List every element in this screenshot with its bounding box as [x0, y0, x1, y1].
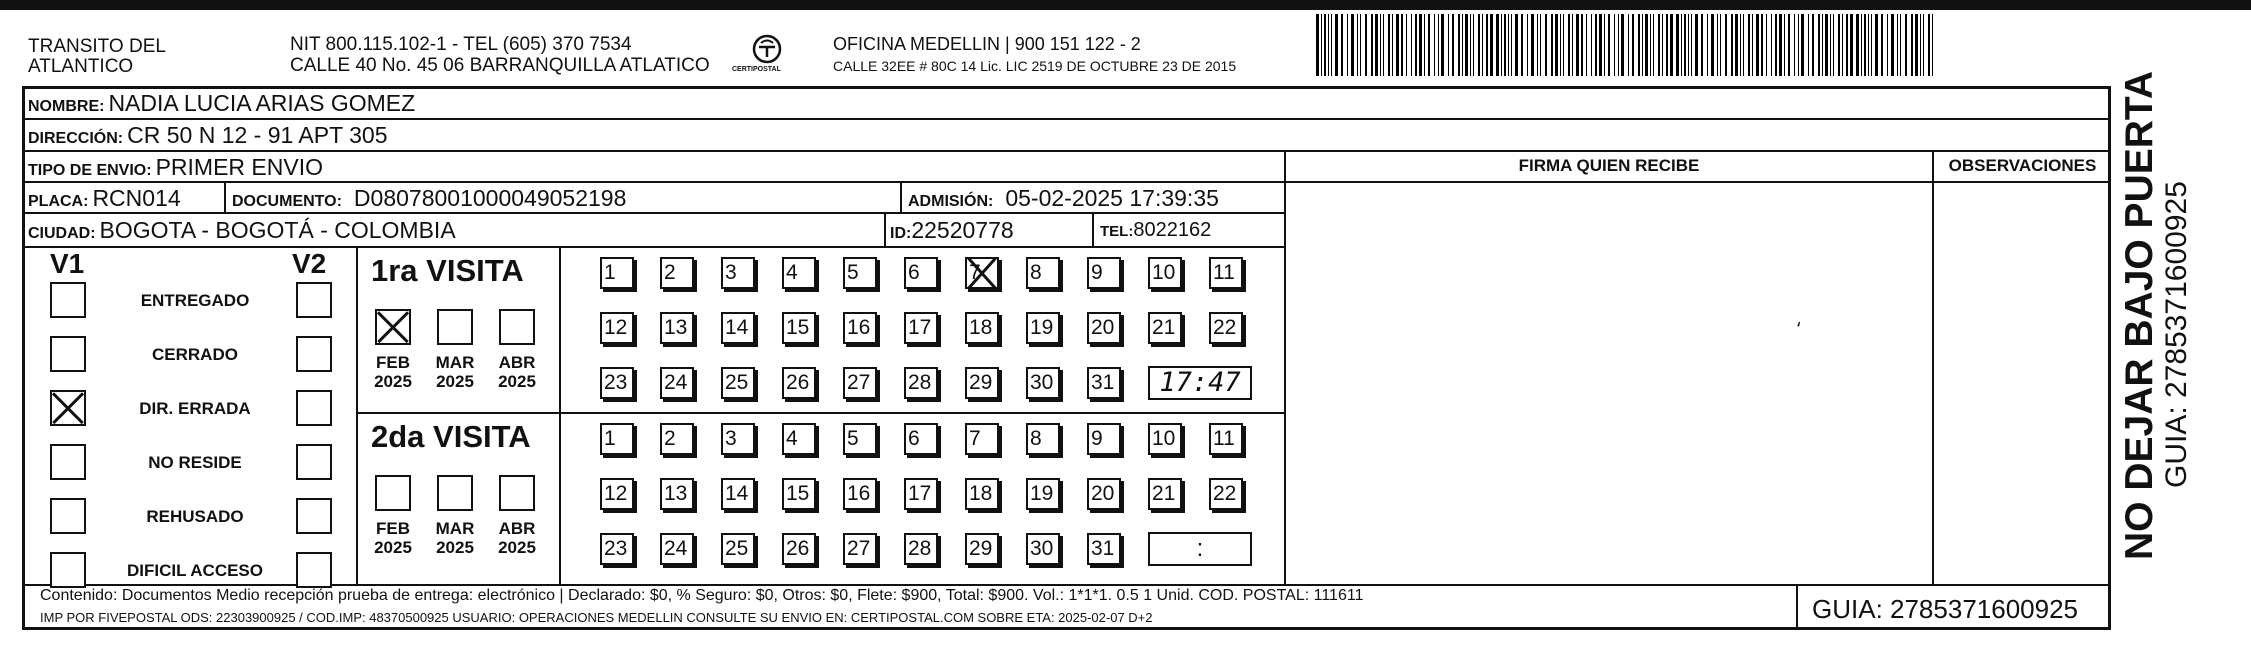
day-box[interactable]: 25 [721, 367, 755, 399]
status-label: DIFICIL ACCESO [126, 561, 263, 580]
barcode-bar [1881, 14, 1883, 76]
barcode-bar [1383, 14, 1384, 76]
day-box[interactable]: 23 [600, 533, 634, 565]
company-name-line1: TRANSITO DEL [28, 36, 166, 57]
barcode-bar [1347, 14, 1348, 76]
barcode-bar [1501, 14, 1502, 76]
barcode-bar [1628, 14, 1629, 76]
barcode-bar [1670, 14, 1673, 76]
day-box[interactable]: 7 [965, 257, 999, 289]
day-box[interactable]: 14 [721, 312, 755, 344]
barcode-bar [1720, 14, 1721, 76]
signature-mark: ⸲ [1796, 308, 1801, 328]
tel-value: 8022162 [1133, 219, 1212, 241]
day-box[interactable]: 7 [965, 423, 999, 455]
barcode-bar [1822, 14, 1823, 76]
barcode-bar [1784, 14, 1785, 76]
day-box[interactable]: 23 [600, 367, 634, 399]
day-box[interactable]: 25 [721, 533, 755, 565]
documento-cell [232, 185, 626, 212]
barcode-bar [1470, 14, 1471, 76]
v1-checkbox[interactable] [50, 498, 86, 534]
day-box[interactable]: 28 [904, 533, 938, 565]
barcode-bar [1478, 14, 1480, 76]
month-label [490, 519, 544, 557]
barcode-bar [1871, 14, 1872, 76]
barcode-bar [1808, 14, 1809, 76]
barcode-bar [1424, 14, 1425, 76]
barcode-bar [1504, 14, 1506, 76]
direccion-value: CR 50 N 12 - 91 APT 305 [127, 122, 388, 148]
barcode-bar [1411, 14, 1412, 76]
barcode-bar [1428, 14, 1430, 76]
ciudad-label: CIUDAD: [28, 225, 96, 242]
day-box[interactable]: 16 [843, 478, 877, 510]
v2-checkbox[interactable] [296, 390, 332, 426]
barcode-bar [1868, 14, 1869, 76]
day-box[interactable]: 24 [660, 533, 694, 565]
barcode-bar [1396, 14, 1399, 76]
day-box[interactable]: 3 [721, 257, 755, 289]
barcode-bar [1666, 14, 1668, 76]
office-line: OFICINA MEDELLIN | 900 151 122 - 2 [833, 34, 1141, 54]
barcode-bar [1695, 14, 1698, 76]
day-box[interactable]: 13 [660, 478, 694, 510]
barcode-bar [1798, 14, 1799, 76]
barcode-bar [1341, 14, 1343, 76]
barcode-bar [1915, 14, 1918, 76]
barcode-bar [1375, 14, 1378, 76]
barcode-bar [1801, 14, 1804, 76]
month-checkbox[interactable] [499, 309, 535, 345]
barcode-bar [1324, 14, 1326, 76]
day-box[interactable]: 31 [1087, 533, 1121, 565]
day-box[interactable]: 29 [965, 367, 999, 399]
day-box[interactable]: 15 [782, 312, 816, 344]
barcode-bar [1508, 14, 1509, 76]
day-box[interactable]: 21 [1148, 478, 1182, 510]
day-box[interactable]: 2 [660, 257, 694, 289]
v1-checkbox[interactable] [50, 282, 86, 318]
day-box[interactable]: 11 [1209, 423, 1243, 455]
day-box[interactable]: 26 [782, 367, 816, 399]
barcode-bar [1380, 14, 1381, 76]
month-year: 2025 [374, 538, 412, 557]
tipo-envio-value: PRIMER ENVIO [155, 154, 323, 180]
month-year: 2025 [498, 538, 536, 557]
barcode-bar [1658, 14, 1660, 76]
barcode-bar [1490, 14, 1493, 76]
month-year: 2025 [498, 372, 536, 391]
barcode-bar [1707, 14, 1708, 76]
barcode-bar [1711, 14, 1714, 76]
barcode-bar [1591, 14, 1592, 76]
barcode-bar [1388, 14, 1390, 76]
barcode-bar [1861, 14, 1862, 76]
barcode-bar [1604, 14, 1605, 76]
barcode-bar [1560, 14, 1561, 76]
day-box[interactable]: 17 [904, 478, 938, 510]
day-box[interactable]: 6 [904, 257, 938, 289]
v1-checkbox[interactable] [50, 390, 86, 426]
barcode-bar [1486, 14, 1488, 76]
barcode-bar [1527, 14, 1528, 76]
day-box[interactable]: 12 [600, 478, 634, 510]
ciudad-cell [28, 217, 456, 244]
barcode-bar [1511, 14, 1512, 76]
day-box[interactable]: 20 [1087, 478, 1121, 510]
month-checkbox[interactable] [499, 475, 535, 511]
barcode-bar [1415, 14, 1417, 76]
address-line: CALLE 40 No. 45 06 BARRANQUILLA ATLATICO [290, 55, 710, 76]
barcode-bar [1788, 14, 1790, 76]
barcode-bar [1743, 14, 1744, 76]
v1-checkbox[interactable] [50, 336, 86, 372]
placa-cell [28, 185, 181, 212]
month-checkbox[interactable] [437, 309, 473, 345]
day-box[interactable]: 21 [1148, 312, 1182, 344]
barcode-bar [1662, 14, 1663, 76]
day-box[interactable]: 18 [965, 312, 999, 344]
barcode-bar [1473, 14, 1474, 76]
barcode-bar [1458, 14, 1460, 76]
barcode-bar [1856, 14, 1859, 76]
day-box[interactable]: 11 [1209, 257, 1243, 289]
v2-header: V2 [292, 248, 327, 279]
guia-box: GUIA: 2785371600925 [1812, 594, 2078, 624]
day-box[interactable]: 4 [782, 257, 816, 289]
barcode-bar [1830, 14, 1831, 76]
barcode-bar [1887, 14, 1888, 76]
day-box[interactable]: 1 [600, 423, 634, 455]
barcode-bar [1748, 14, 1750, 76]
barcode-bar [1482, 14, 1483, 76]
footer-imp: IMP POR FIVEPOSTAL ODS: 22303900925 / COD.IMP: 48370500925 USUARIO: OPERACIONES MEDELLIN CONSULTE SU ENVIO EN: CERTIPOSTAL.COM SOBRE ETA: 2025-02-07 D+2 [40, 610, 1153, 625]
nombre-row [28, 90, 415, 117]
day-box[interactable]: 14 [721, 478, 755, 510]
barcode-bar [1928, 14, 1930, 76]
barcode-bar [1614, 14, 1615, 76]
month-name: FEB [376, 353, 410, 372]
day-box[interactable]: 28 [904, 367, 938, 399]
barcode-bar [1717, 14, 1718, 76]
day-box[interactable]: 9 [1087, 257, 1121, 289]
day-box[interactable]: 5 [843, 423, 877, 455]
side-warning: NO DEJAR BAJO PUERTA [2118, 70, 2161, 560]
barcode-bar [1632, 14, 1634, 76]
month-label [428, 519, 482, 557]
status-label: ENTREGADO [140, 291, 250, 310]
v1-header: V1 [50, 248, 85, 279]
day-box[interactable]: 30 [1026, 533, 1060, 565]
barcode-bar [1335, 14, 1338, 76]
month-checkbox[interactable] [375, 475, 411, 511]
month-label [366, 353, 420, 391]
day-box[interactable]: 5 [843, 257, 877, 289]
tel-cell [1100, 219, 1211, 242]
nombre-value: NADIA LUCIA ARIAS GOMEZ [108, 90, 416, 116]
side-guia: GUIA: 2785371600925 [2160, 181, 2193, 488]
barcode-bar [1515, 14, 1518, 76]
day-box[interactable]: 1 [600, 257, 634, 289]
barcode-bar [1676, 14, 1679, 76]
barcode-bar [1545, 14, 1547, 76]
barcode-bar [1891, 14, 1894, 76]
day-box[interactable]: 13 [660, 312, 694, 344]
month-checkbox[interactable] [375, 309, 411, 345]
barcode-bar [1563, 14, 1564, 76]
placa-label: PLACA: [28, 193, 89, 210]
barcode-bar [1371, 14, 1373, 76]
barcode-bar [1586, 14, 1587, 76]
barcode-bar [1842, 14, 1843, 76]
barcode-bar [1465, 14, 1468, 76]
id-label: ID: [890, 225, 912, 242]
day-box[interactable]: 10 [1148, 257, 1182, 289]
barcode-bar [1688, 14, 1689, 76]
day-box[interactable]: 19 [1026, 312, 1060, 344]
day-box[interactable]: 8 [1026, 423, 1060, 455]
barcode-bar [1850, 14, 1853, 76]
footer-contents: Contenido: Documentos Medio recepción prueba de entrega: electrónico | Declarado: $0, % Seguro: $0, Otros: $0, Flete: $900, Total: $900. Vol.: 1*1*1. 0.5 1 Unid. COD. POSTAL: 111611 [40, 587, 1364, 604]
tipo-envio-row [28, 154, 323, 181]
barcode-bar [1462, 14, 1463, 76]
barcode-bar [1328, 14, 1329, 76]
month-name: MAR [435, 353, 475, 372]
day-box[interactable]: 16 [843, 312, 877, 344]
v2-checkbox[interactable] [296, 336, 332, 372]
barcode-bar [1496, 14, 1499, 76]
barcode-bar [1681, 14, 1682, 76]
status-label: DIR. ERRADA [139, 399, 251, 418]
barcode-bar [1932, 14, 1933, 76]
barcode-bar [1521, 14, 1523, 76]
barcode-bar [1434, 14, 1435, 76]
day-box[interactable]: 9 [1087, 423, 1121, 455]
v2-checkbox[interactable] [296, 282, 332, 318]
status-label: REHUSADO [146, 507, 244, 526]
day-box[interactable]: 2 [660, 423, 694, 455]
barcode-bar [1645, 14, 1648, 76]
barcode-bar [1875, 14, 1878, 76]
barcode-bar [1905, 14, 1907, 76]
day-box[interactable]: 18 [965, 478, 999, 510]
visit-title: 2da VISITA [371, 419, 531, 454]
barcode-bar [1900, 14, 1901, 76]
barcode-bar [1740, 14, 1741, 76]
admision-value: 05-02-2025 17:39:35 [1005, 185, 1219, 211]
day-box[interactable]: 22 [1209, 312, 1243, 344]
month-name: ABR [498, 519, 536, 538]
day-box[interactable]: 27 [843, 367, 877, 399]
barcode-bar [1551, 14, 1553, 76]
time-box[interactable]: 17:47 [1148, 366, 1252, 400]
status-label: NO RESIDE [148, 453, 242, 472]
month-label [366, 519, 420, 557]
month-year: 2025 [436, 538, 474, 557]
day-box[interactable]: 10 [1148, 423, 1182, 455]
barcode-bar [1351, 14, 1354, 76]
barcode-bar [1725, 14, 1727, 76]
tel-label: TEL: [1100, 223, 1134, 240]
barcode-bar [1401, 14, 1403, 76]
day-box[interactable]: 24 [660, 367, 694, 399]
top-border [0, 0, 2251, 10]
barcode-bar [1825, 14, 1828, 76]
documento-value: D08078001000049052198 [353, 185, 627, 211]
certipostal-logo-icon [750, 32, 784, 66]
day-box[interactable]: 8 [1026, 257, 1060, 289]
day-box[interactable]: 22 [1209, 478, 1243, 510]
month-label [428, 353, 482, 391]
barcode-bar [1331, 14, 1332, 76]
v2-checkbox[interactable] [296, 444, 332, 480]
v1-checkbox[interactable] [50, 552, 86, 588]
barcode-bar [1761, 14, 1763, 76]
barcode-bar [1576, 14, 1579, 76]
barcode-bar [1752, 14, 1753, 76]
day-box[interactable]: 29 [965, 533, 999, 565]
day-box[interactable]: 27 [843, 533, 877, 565]
barcode-bar [1920, 14, 1921, 76]
barcode-bar [1537, 14, 1538, 76]
v2-checkbox[interactable] [296, 498, 332, 534]
barcode-bar [1756, 14, 1759, 76]
day-box[interactable]: 6 [904, 423, 938, 455]
nombre-label: NOMBRE: [28, 98, 105, 115]
month-year: 2025 [374, 372, 412, 391]
day-box[interactable]: 4 [782, 423, 816, 455]
barcode-bar [1701, 14, 1703, 76]
day-box[interactable]: 31 [1087, 367, 1121, 399]
barcode-bar [1812, 14, 1814, 76]
barcode-bar [1321, 14, 1322, 76]
barcode-bar [1911, 14, 1913, 76]
barcode-bar [1735, 14, 1738, 76]
nit-line: NIT 800.115.102-1 - TEL (605) 370 7534 [290, 34, 632, 55]
barcode-bar [1540, 14, 1541, 76]
day-box[interactable]: 26 [782, 533, 816, 565]
company-name-line2: ATLANTICO [28, 56, 134, 77]
barcode-bar [1572, 14, 1573, 76]
barcode-bar [1452, 14, 1454, 76]
barcode-bar [1419, 14, 1422, 76]
barcode-bar [1638, 14, 1640, 76]
logo-caption: CERTIPOSTAL [732, 66, 781, 73]
barcode-bar [1438, 14, 1439, 76]
day-box[interactable]: 15 [782, 478, 816, 510]
month-year: 2025 [436, 372, 474, 391]
day-box[interactable]: 12 [600, 312, 634, 344]
barcode-bar [1441, 14, 1444, 76]
barcode-bar [1568, 14, 1570, 76]
firma-header: FIRMA QUIEN RECIBE [1518, 156, 1700, 175]
direccion-row [28, 122, 388, 149]
day-box[interactable]: 17 [904, 312, 938, 344]
observaciones-header: OBSERVACIONES [1948, 156, 2097, 175]
month-name: MAR [435, 519, 475, 538]
status-label: CERRADO [152, 345, 238, 364]
documento-label: DOCUMENTO: [232, 193, 342, 210]
barcode-bar [1360, 14, 1361, 76]
barcode-bar [1608, 14, 1610, 76]
barcode-bar [1838, 14, 1840, 76]
month-name: ABR [498, 353, 536, 372]
id-value: 22520778 [911, 217, 1014, 243]
barcode-bar [1316, 14, 1319, 76]
barcode-bar [1365, 14, 1367, 76]
day-box[interactable]: 20 [1087, 312, 1121, 344]
tipo-envio-label: TIPO DE ENVIO: [28, 162, 152, 179]
day-box[interactable]: 30 [1026, 367, 1060, 399]
barcode-bar [1448, 14, 1449, 76]
ciudad-value: BOGOTA - BOGOTÁ - COLOMBIA [99, 217, 456, 243]
barcode-bar [1771, 14, 1772, 76]
barcode-bar [1621, 14, 1624, 76]
barcode-bar [1846, 14, 1848, 76]
barcode-bar [1406, 14, 1407, 76]
barcode-bar [1864, 14, 1866, 76]
barcode-bar [1653, 14, 1654, 76]
time-box[interactable]: : [1148, 532, 1252, 566]
id-cell [890, 217, 1014, 244]
barcode-bar [1581, 14, 1583, 76]
day-box[interactable]: 19 [1026, 478, 1060, 510]
month-label [490, 353, 544, 391]
barcode-bar [1923, 14, 1924, 76]
office-address: CALLE 32EE # 80C 14 Lic. LIC 2519 DE OCTUBRE 23 DE 2015 [833, 58, 1237, 74]
barcode-bar [1691, 14, 1692, 76]
barcode-bar [1357, 14, 1358, 76]
barcode-bar [1794, 14, 1795, 76]
v1-checkbox[interactable] [50, 444, 86, 480]
barcode-bar [1392, 14, 1393, 76]
barcode-bar [1731, 14, 1733, 76]
month-checkbox[interactable] [437, 475, 473, 511]
month-name: FEB [376, 519, 410, 538]
barcode-bar [1818, 14, 1820, 76]
day-box[interactable]: 3 [721, 423, 755, 455]
placa-value: RCN014 [92, 185, 181, 211]
barcode-bar [1555, 14, 1558, 76]
barcode-bar [1531, 14, 1534, 76]
barcode-bar [1642, 14, 1643, 76]
barcode-bar [1650, 14, 1651, 76]
admision-label: ADMISIÓN: [908, 193, 994, 210]
barcode-bar [1595, 14, 1597, 76]
barcode-bar [1779, 14, 1782, 76]
barcode-bar [1833, 14, 1834, 76]
barcode [1316, 14, 1956, 76]
direccion-label: DIRECCIÓN: [28, 130, 124, 147]
barcode-bar [1766, 14, 1767, 76]
barcode-bar [1775, 14, 1777, 76]
v2-checkbox[interactable] [296, 552, 332, 588]
barcode-bar [1599, 14, 1602, 76]
barcode-bar [1897, 14, 1898, 76]
barcode-bar [1684, 14, 1686, 76]
visit-title: 1ra VISITA [371, 253, 524, 288]
barcode-bar [1618, 14, 1619, 76]
admision-cell [908, 185, 1219, 212]
